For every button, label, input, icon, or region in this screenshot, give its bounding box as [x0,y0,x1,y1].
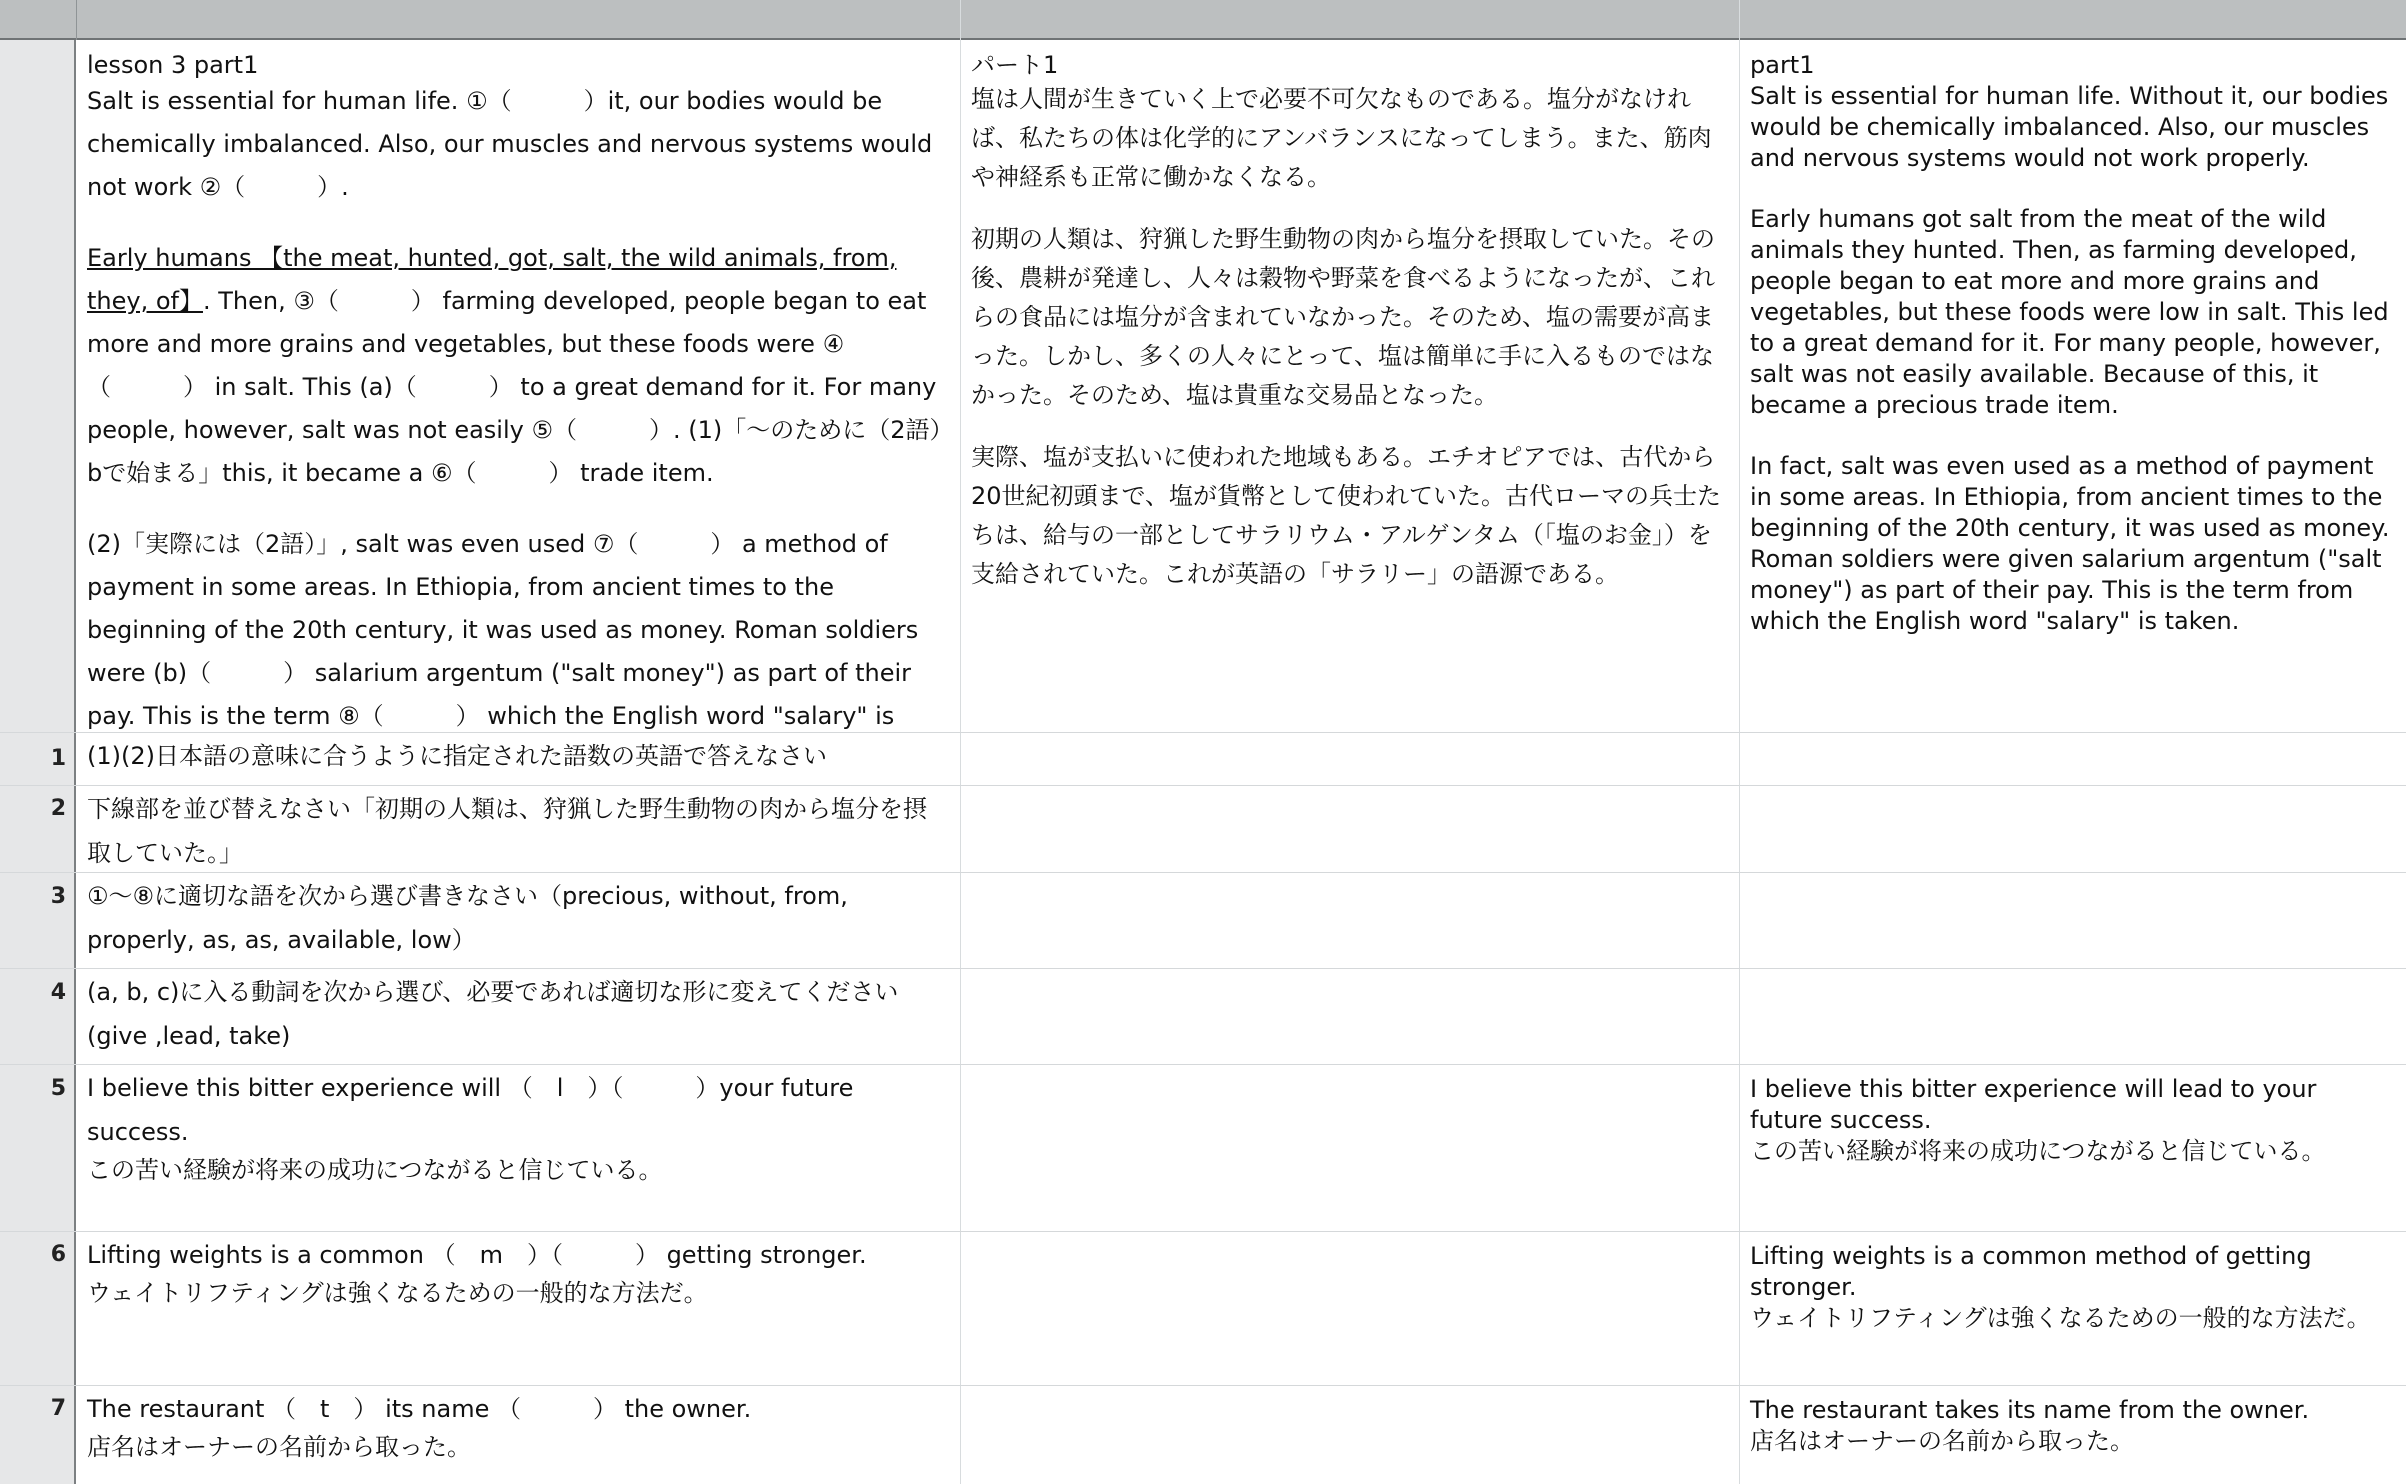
cell-c3[interactable] [960,787,1739,872]
lesson-paragraph-3: (2)「実際には（2語）」, salt was even used ⑦（ ） a method of payment in some areas. In Ethiopia, from ancient times to the beginning of the 20th century, it was used as money. Roman soldiers were (b)（ ） salarium argentum ("salt money") as part of their pay. This is the term ⑧（ ） which the English word "salary" is [87,530,919,730]
question-7-english: The restaurant （ t ） its name （ ） the owner. [87,1395,752,1423]
answer-5-english: I believe this bitter experience will lead to your future success. [1750,1075,2317,1134]
row-number-3[interactable]: 3 [50,884,66,909]
row-separator [0,968,2406,969]
cell-b1[interactable] [76,40,960,732]
cell-b2[interactable] [76,734,960,785]
cell-d1[interactable] [1739,40,2406,732]
answer-paragraph-3: In fact, salt was even used as a method of payment in some areas. In Ethiopia, from ancient times to the beginning of the 20th century, it was used as money. Roman soldiers were given salarium argentum ("salt money") as part of their pay. This is the term from which the English word "salary" is taken. [1750,452,2390,635]
row-separator [0,872,2406,873]
paragraph-gap [1750,421,2395,451]
paragraph-gap [87,495,949,523]
row-number-7[interactable]: 7 [50,1396,66,1421]
answer-7-japanese: 店名はオーナーの名前から取った。 [1750,1427,2134,1455]
row-number-2[interactable]: 2 [50,796,66,821]
question-2-text: 下線部を並び替えなさい「初期の人類は、狩猟した野生動物の肉から塩分を摂取していた。」 [87,795,927,867]
column-header-divider [76,0,77,40]
row-separator [0,1231,2406,1232]
row-number-1[interactable]: 1 [50,746,66,771]
cell-b4[interactable] [76,874,960,968]
paragraph-gap [971,415,1728,438]
cell-d2[interactable] [1739,734,2406,785]
question-5-japanese: この苦い経験が将来の成功につながると信じている。 [87,1156,663,1184]
cell-b5[interactable] [76,970,960,1064]
question-3-text: ①〜⑧に適切な語を次から選び書きなさい（precious, without, from, properly, as, as, available, low） [87,882,848,954]
underlined-scrambled-words: Early humans 【the meat, hunted, got, salt, the wild animals, from, they, of】 [87,244,897,315]
cell-c8[interactable] [960,1387,1739,1484]
cell-c7[interactable] [960,1233,1739,1385]
row-number-6[interactable]: 6 [50,1242,66,1267]
cell-c5[interactable] [960,970,1739,1064]
row-separator [0,732,2406,733]
question-5-english: I believe this bitter experience will （ l ）（ ）your future success. [87,1074,854,1146]
lesson-paragraph-2 [87,237,949,495]
cell-d6[interactable] [1739,1066,2406,1231]
column-header-bar[interactable] [0,0,2406,40]
cell-c4[interactable] [960,874,1739,968]
question-7-japanese: 店名はオーナーの名前から取った。 [87,1433,471,1461]
cell-c2[interactable] [960,734,1739,785]
cell-b3[interactable] [76,787,960,872]
cell-c6[interactable] [960,1066,1739,1231]
question-6-english: Lifting weights is a common （ m ）（ ） getting stronger. [87,1241,867,1269]
cell-d7[interactable] [1739,1233,2406,1385]
cell-b8[interactable] [76,1387,960,1484]
answer-5-japanese: この苦い経験が将来の成功につながると信じている。 [1750,1137,2326,1165]
row-separator [0,1385,2406,1386]
lesson-title: lesson 3 part1 [87,51,259,79]
cell-d4[interactable] [1739,874,2406,968]
paragraph-gap [971,197,1728,220]
answer-6-japanese: ウェイトリフティングは強くなるための一般的な方法だ。 [1750,1304,2371,1332]
row-separator [0,785,2406,786]
row-separator [0,1064,2406,1065]
row-number-5[interactable]: 5 [50,1076,66,1101]
question-1-text: (1)(2)日本語の意味に合うように指定された語数の英語で答えなさい [87,742,827,770]
question-4-text: (a, b, c)に入る動詞を次から選び、必要であれば適切な形に変えてください(give ,lead, take) [87,978,899,1050]
cell-b7[interactable] [76,1233,960,1385]
cell-b6[interactable] [76,1066,960,1231]
answer-paragraph-2: Early humans got salt from the meat of the wild animals they hunted. Then, as farming developed, people began to eat more and more grains and vegetables, but these foods were low in salt. This led to a great demand for it. For many people, however, salt was not easily available. Because of this, it became a precious trade item. [1750,205,2389,419]
row-number-4[interactable]: 4 [50,980,66,1005]
lesson-paragraph-1: Salt is essential for human life. ①（ ）it, our bodies would be chemically imbalanced. Also, our muscles and nervous systems would not work ②（ ）. [87,87,933,201]
question-6-japanese: ウェイトリフティングは強くなるための一般的な方法だ。 [87,1279,708,1307]
lesson-paragraph-2-rest: . Then, ③（ ） farming developed, people began to eat more and more grains and vegetables, but these foods were ④（ ） in salt. This (a)（ ） to a great demand for it. For many people, however, salt was not easily ⑤（ ）. (1)「〜のために（2語）bで始まる」this, it became a ⑥（ ） trade item. [87,287,942,487]
japanese-paragraph-2: 初期の人類は、狩猟した野生動物の肉から塩分を摂取していた。その後、農耕が発達し、人々は穀物や野菜を食べるようになったが、これらの食品には塩分が含まれていなかった。そのため、塩の需要が高まった。しかし、多くの人々にとって、塩は簡単に手に入るものではなかった。そのため、塩は貴重な交易品となった。 [971,225,1715,409]
cell-c1[interactable] [960,40,1739,732]
japanese-title: パート1 [971,51,1059,79]
japanese-paragraph-3: 実際、塩が支払いに使われた地域もある。エチオピアでは、古代から20世紀初頭まで、塩が貨幣として使われていた。古代ローマの兵士たちは、給与の一部としてサラリウム・アルゲンタム（「塩のお金」）を支給されていた。これが英語の「サラリー」の語源である。 [971,443,1722,588]
cell-d8[interactable] [1739,1387,2406,1484]
answer-paragraph-1: Salt is essential for human life. Without it, our bodies would be chemically imbalanced. Also, our muscles and nervous systems would not work properly. [1750,82,2389,172]
paragraph-gap [87,209,949,237]
cell-d5[interactable] [1739,970,2406,1064]
japanese-paragraph-1: 塩は人間が生きていく上で必要不可欠なものである。塩分がなければ、私たちの体は化学的にアンバランスになってしまう。また、筋肉や神経系も正常に働かなくなる。 [971,85,1712,191]
cell-d3[interactable] [1739,787,2406,872]
paragraph-gap [1750,174,2395,204]
answer-title: part1 [1750,51,1815,79]
answer-6-english: Lifting weights is a common method of getting stronger. [1750,1242,2312,1301]
answer-7-english: The restaurant takes its name from the owner. [1750,1396,2310,1424]
